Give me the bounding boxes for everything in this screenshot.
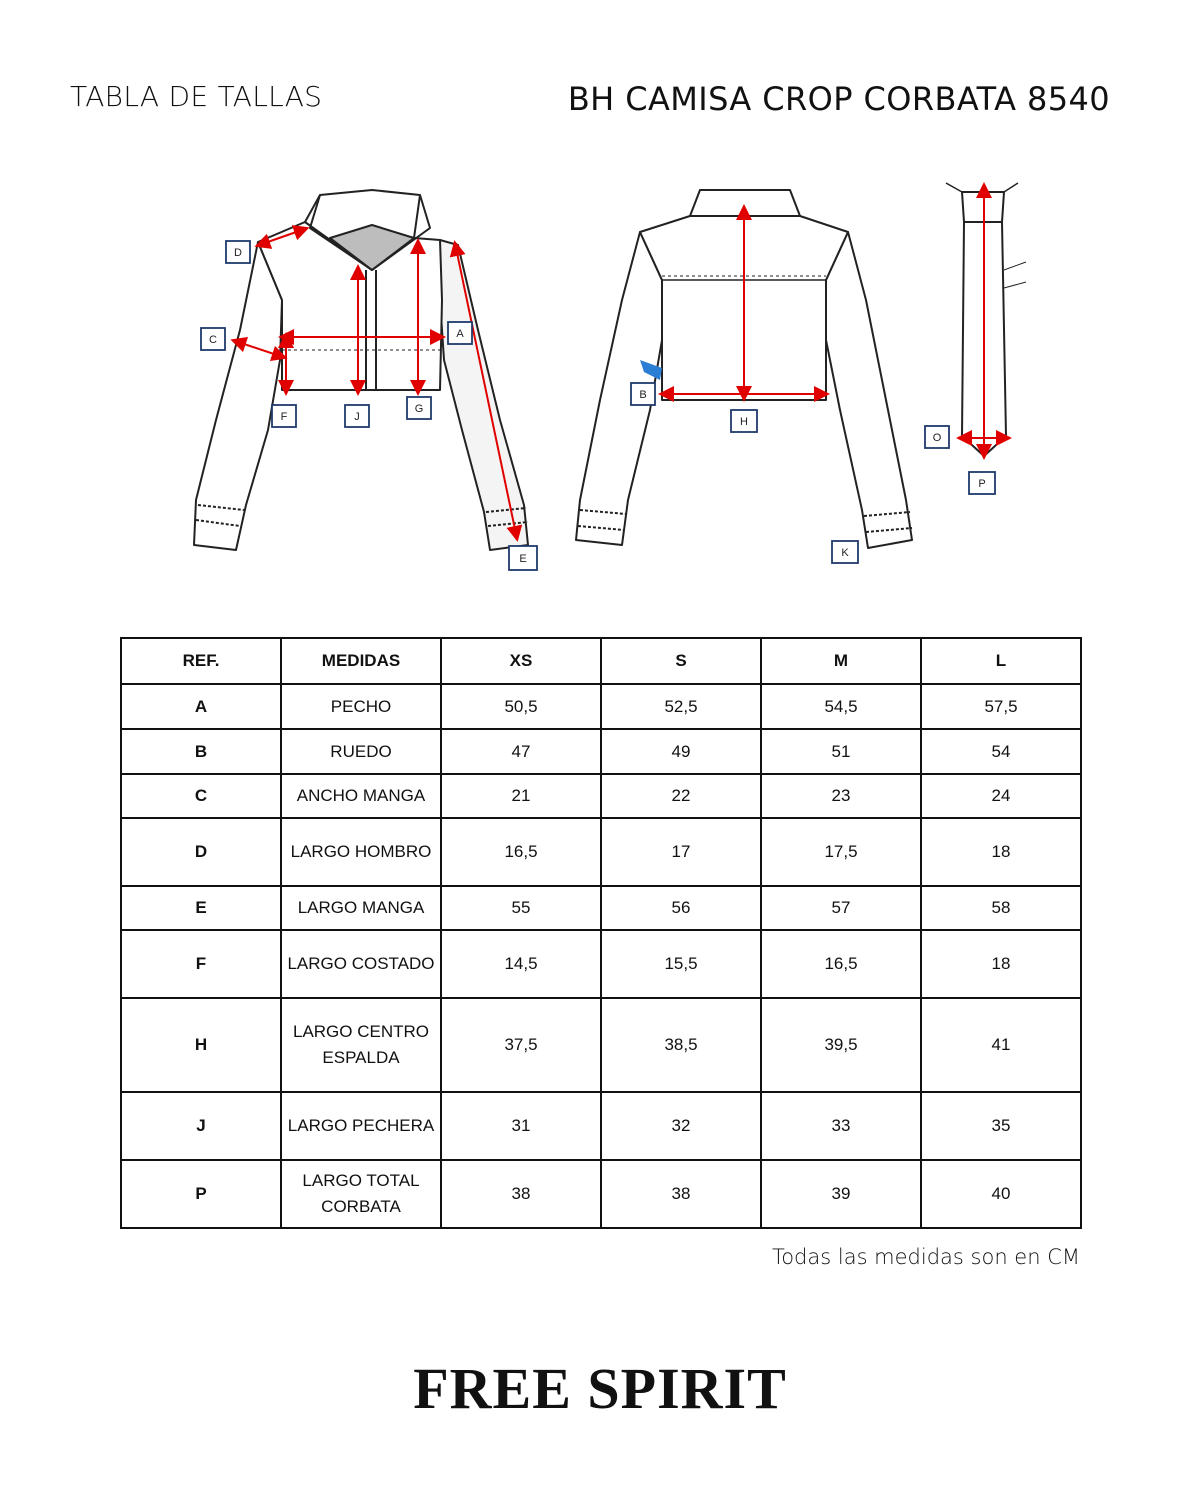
label-a: A	[456, 328, 464, 340]
row-ref: P	[121, 1160, 281, 1228]
row-ref: C	[121, 774, 281, 818]
cell-s: 17	[601, 818, 761, 886]
table-row	[121, 998, 1081, 1092]
cell-xs: 16,5	[441, 818, 601, 886]
table-row	[121, 684, 1081, 729]
table-row	[121, 886, 1081, 930]
row-ref: F	[121, 930, 281, 998]
cell-xs: 14,5	[441, 930, 601, 998]
row-measure: LARGO HOMBRO	[281, 818, 441, 886]
product-title: BH CAMISA CROP CORBATA 8540	[567, 80, 1110, 118]
row-measure: ANCHO MANGA	[281, 774, 441, 818]
cell-xs: 47	[441, 729, 601, 774]
row-measure: RUEDO	[281, 729, 441, 774]
table-row	[121, 818, 1081, 886]
cell-xs: 37,5	[441, 998, 601, 1092]
row-measure: PECHO	[281, 684, 441, 729]
size-chart-title: TABLA DE TALLAS	[70, 80, 323, 113]
cell-s: 52,5	[601, 684, 761, 729]
table-row	[121, 1160, 1081, 1228]
cell-l: 24	[921, 774, 1081, 818]
cell-xs: 50,5	[441, 684, 601, 729]
label-h: H	[740, 416, 748, 428]
cell-s: 49	[601, 729, 761, 774]
cell-m: 39	[761, 1160, 921, 1228]
cell-m: 33	[761, 1092, 921, 1160]
cell-s: 15,5	[601, 930, 761, 998]
table-row	[121, 930, 1081, 998]
header-l: L	[921, 638, 1081, 684]
cell-l: 18	[921, 818, 1081, 886]
row-measure: LARGO CENTRO ESPALDA	[281, 998, 441, 1092]
label-j: J	[354, 411, 360, 423]
cell-l: 18	[921, 930, 1081, 998]
header-ref: REF.	[121, 638, 281, 684]
row-ref: J	[121, 1092, 281, 1160]
row-measure: LARGO MANGA	[281, 886, 441, 930]
label-k: K	[841, 547, 849, 559]
cell-m: 57	[761, 886, 921, 930]
row-ref: H	[121, 998, 281, 1092]
cell-s: 22	[601, 774, 761, 818]
label-g: G	[414, 403, 424, 415]
cell-l: 35	[921, 1092, 1081, 1160]
table-row	[121, 729, 1081, 774]
units-note: Todas las medidas son en CM	[771, 1245, 1080, 1269]
cell-xs: 55	[441, 886, 601, 930]
cell-m: 39,5	[761, 998, 921, 1092]
label-b: B	[639, 389, 647, 401]
label-c: C	[209, 334, 217, 346]
cell-l: 54	[921, 729, 1081, 774]
cell-s: 32	[601, 1092, 761, 1160]
tie-sketch	[946, 183, 1026, 456]
label-f: F	[280, 411, 288, 423]
cell-xs: 38	[441, 1160, 601, 1228]
cell-m: 16,5	[761, 930, 921, 998]
row-ref: A	[121, 684, 281, 729]
table-row	[121, 1092, 1081, 1160]
cell-xs: 31	[441, 1092, 601, 1160]
table-header-row	[121, 638, 1081, 684]
row-measure: LARGO PECHERA	[281, 1092, 441, 1160]
cell-xs: 21	[441, 774, 601, 818]
row-measure: LARGO TOTAL CORBATA	[281, 1160, 441, 1228]
cell-l: 40	[921, 1160, 1081, 1228]
cell-s: 38,5	[601, 998, 761, 1092]
cell-m: 17,5	[761, 818, 921, 886]
header-m: M	[761, 638, 921, 684]
header-s: S	[601, 638, 761, 684]
table-row	[121, 774, 1081, 818]
cell-l: 57,5	[921, 684, 1081, 729]
row-ref: D	[121, 818, 281, 886]
row-measure: LARGO COSTADO	[281, 930, 441, 998]
cell-l: 41	[921, 998, 1081, 1092]
label-e: E	[519, 553, 527, 565]
cell-m: 51	[761, 729, 921, 774]
garment-measurement-diagram	[0, 160, 1200, 590]
brand-logo-text: FREE SPIRIT	[413, 1356, 787, 1421]
header-medidas: MEDIDAS	[281, 638, 441, 684]
header-xs: XS	[441, 638, 601, 684]
label-o: O	[932, 432, 942, 444]
label-p: P	[978, 478, 986, 490]
cell-m: 54,5	[761, 684, 921, 729]
row-ref: B	[121, 729, 281, 774]
cell-l: 58	[921, 886, 1081, 930]
cell-m: 23	[761, 774, 921, 818]
size-table	[120, 637, 1082, 1229]
cell-s: 38	[601, 1160, 761, 1228]
label-d: D	[234, 247, 242, 259]
cell-s: 56	[601, 886, 761, 930]
row-ref: E	[121, 886, 281, 930]
